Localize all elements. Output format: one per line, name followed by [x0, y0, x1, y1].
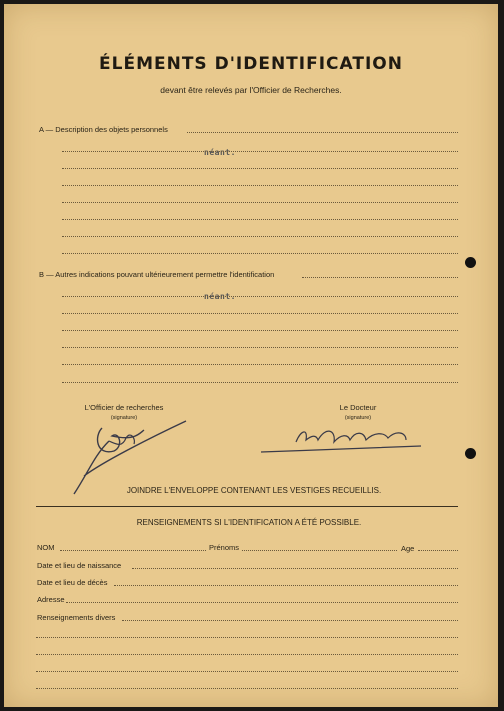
section-a-typed-value: néant.	[204, 148, 236, 157]
section-b-line-6	[62, 382, 458, 383]
punch-hole-lower	[465, 448, 476, 459]
nom-label: NOM	[37, 543, 55, 552]
deces-field	[114, 585, 458, 586]
section-b-line-5	[62, 364, 458, 365]
page-subtitle: devant être relevés par l'Officier de Recherches.	[160, 85, 342, 95]
doctor-signature-note: (signature)	[344, 415, 372, 421]
section-a-line-2	[62, 168, 458, 169]
deces-label: Date et lieu de décès	[37, 578, 108, 587]
divers-field-line-5	[36, 688, 458, 689]
divers-field-line-3	[36, 654, 458, 655]
officer-signature-note: (signature)	[110, 415, 138, 421]
renseignements-heading: RENSEIGNEMENTS SI L'IDENTIFICATION A ÉTÉ POSSIBLE.	[136, 518, 362, 527]
section-a-line-0	[187, 132, 458, 133]
age-field	[418, 550, 458, 551]
adresse-field	[66, 602, 458, 603]
section-b-typed-value: néant.	[204, 292, 236, 301]
section-b-label: B — Autres indications pouvant ultérieurement permettre l'identification	[39, 270, 275, 279]
prenoms-field	[242, 550, 397, 551]
naissance-label: Date et lieu de naissance	[37, 561, 122, 570]
section-b-line-4	[62, 347, 458, 348]
divers-field-line-2	[36, 637, 458, 638]
section-b-line-0	[302, 277, 458, 278]
page-title: ÉLÉMENTS D'IDENTIFICATION	[99, 54, 403, 74]
doctor-title: Le Docteur	[339, 403, 377, 412]
document-page	[4, 4, 498, 707]
doctor-signature	[256, 420, 426, 458]
section-divider	[36, 506, 458, 507]
section-b-line-1	[62, 296, 458, 297]
section-b-line-3	[62, 330, 458, 331]
punch-hole-upper	[465, 257, 476, 268]
section-a-line-4	[62, 202, 458, 203]
section-a-line-7	[62, 253, 458, 254]
nom-field	[60, 550, 206, 551]
adresse-label: Adresse	[37, 595, 65, 604]
enclosure-instruction: JOINDRE L'ENVELOPPE CONTENANT LES VESTIGES RECUEILLIS.	[126, 486, 382, 495]
divers-label: Renseignements divers	[37, 613, 116, 622]
divers-field-line-1	[122, 620, 458, 621]
age-label: Age	[401, 544, 415, 553]
naissance-field	[132, 568, 458, 569]
divers-field-line-4	[36, 671, 458, 672]
officer-title: L'Officier de recherches	[84, 403, 164, 412]
section-b-line-2	[62, 313, 458, 314]
section-a-line-1	[62, 151, 458, 152]
section-a-line-6	[62, 236, 458, 237]
prenoms-label: Prénoms	[209, 543, 240, 552]
section-a-line-3	[62, 185, 458, 186]
section-a-line-5	[62, 219, 458, 220]
section-a-label: A — Description des objets personnels	[39, 125, 168, 134]
